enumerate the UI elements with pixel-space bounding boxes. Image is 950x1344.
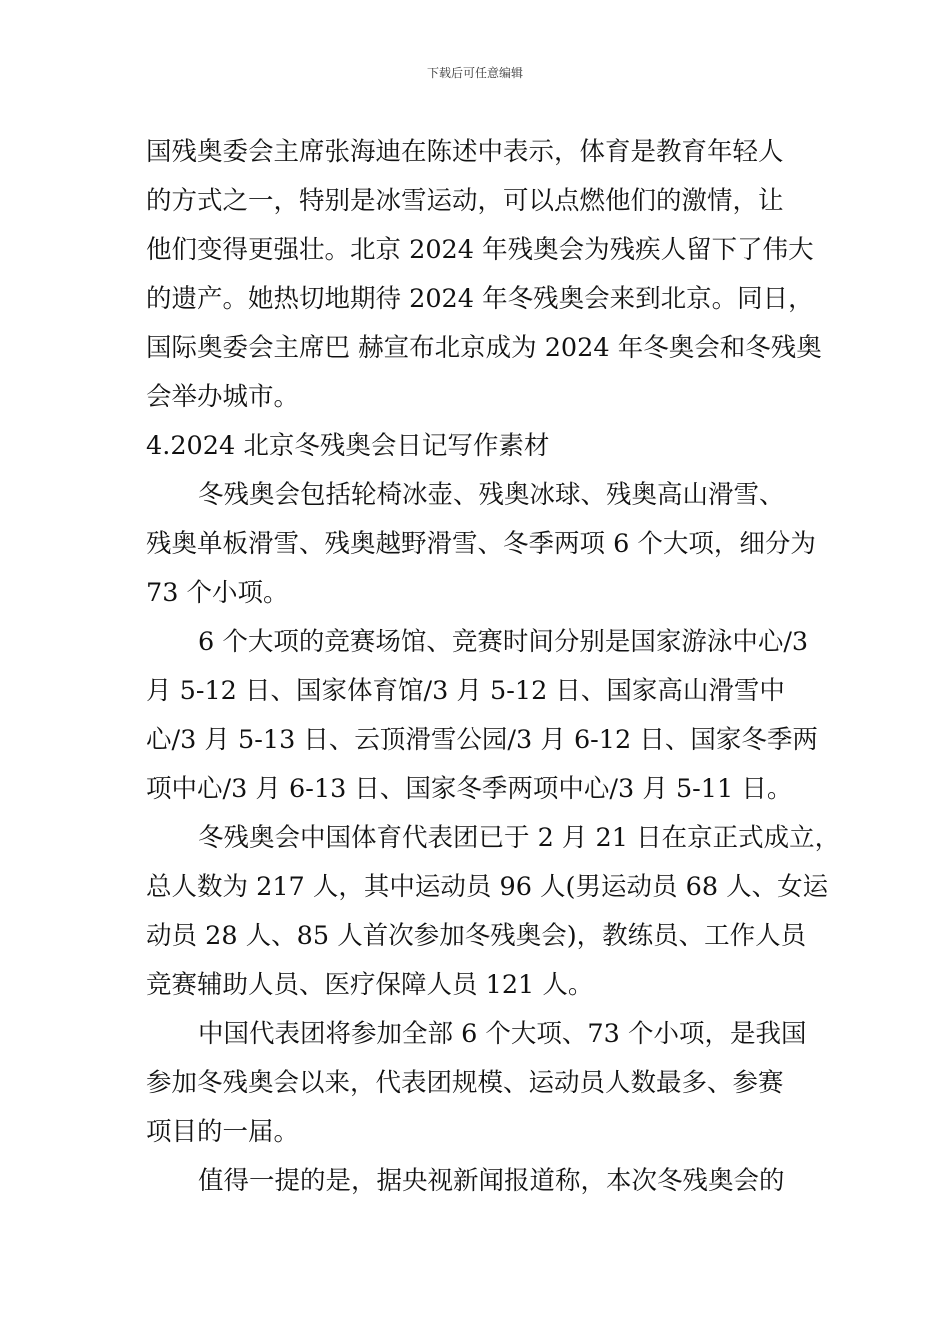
text-line: 的遗产。她热切地期待 2024 年冬残奥会来到北京。同日， bbox=[146, 284, 814, 314]
text-line: 他们变得更强壮。北京 2024 年残奥会为残疾人留下了伟大 bbox=[146, 235, 814, 265]
text-line: 残奥单板滑雪、残奥越野滑雪、冬季两项 6 个大项，细分为 bbox=[146, 529, 816, 559]
text-line: 会举办城市。 bbox=[146, 382, 300, 412]
text-line: 国残奥委会主席张海迪在陈述中表示，体育是教育年轻人 bbox=[146, 137, 784, 167]
text-line: 国际奥委会主席巴 赫宣布北京成为 2024 年冬奥会和冬残奥 bbox=[146, 333, 822, 363]
text-line: 中国代表团将参加全部 6 个大项、73 个小项，是我国 bbox=[198, 1019, 807, 1049]
text-line: 竞赛辅助人员、医疗保障人员 121 人。 bbox=[146, 970, 594, 1000]
text-line: 动员 28 人、85 人首次参加冬残奥会)，教练员、工作人员 bbox=[146, 921, 807, 951]
text-line: 冬残奥会中国体育代表团已于 2 月 21 日在京正式成立， bbox=[198, 823, 841, 853]
page-header: 下载后可任意编辑 bbox=[426, 66, 523, 80]
text-line: 项目的一届。 bbox=[146, 1117, 300, 1147]
section-heading: 4.2024 北京冬残奥会日记写作素材 bbox=[146, 431, 550, 461]
text-line: 项中心/3 月 6-13 日、国家冬季两项中心/3 月 5-11 日。 bbox=[146, 774, 793, 804]
text-line: 参加冬残奥会以来，代表团规模、运动员人数最多、参赛 bbox=[146, 1068, 784, 1098]
text-line: 冬残奥会包括轮椅冰壶、残奥冰球、残奥高山滑雪、 bbox=[198, 480, 785, 510]
text-line: 心/3 月 5-13 日、云顶滑雪公园/3 月 6-12 日、国家冬季两 bbox=[146, 725, 818, 755]
text-line: 6 个大项的竞赛场馆、竞赛时间分别是国家游泳中心/3 bbox=[198, 627, 809, 657]
text-line: 值得一提的是，据央视新闻报道称，本次冬残奥会的 bbox=[198, 1166, 785, 1196]
text-line: 的方式之一，特别是冰雪运动，可以点燃他们的激情，让 bbox=[146, 186, 784, 216]
text-line: 月 5-12 日、国家体育馆/3 月 5-12 日、国家高山滑雪中 bbox=[146, 676, 785, 706]
text-line: 总人数为 217 人，其中运动员 96 人(男运动员 68 人、女运 bbox=[146, 872, 829, 902]
document-body bbox=[146, 128, 841, 1206]
text-line: 73 个小项。 bbox=[146, 578, 289, 608]
